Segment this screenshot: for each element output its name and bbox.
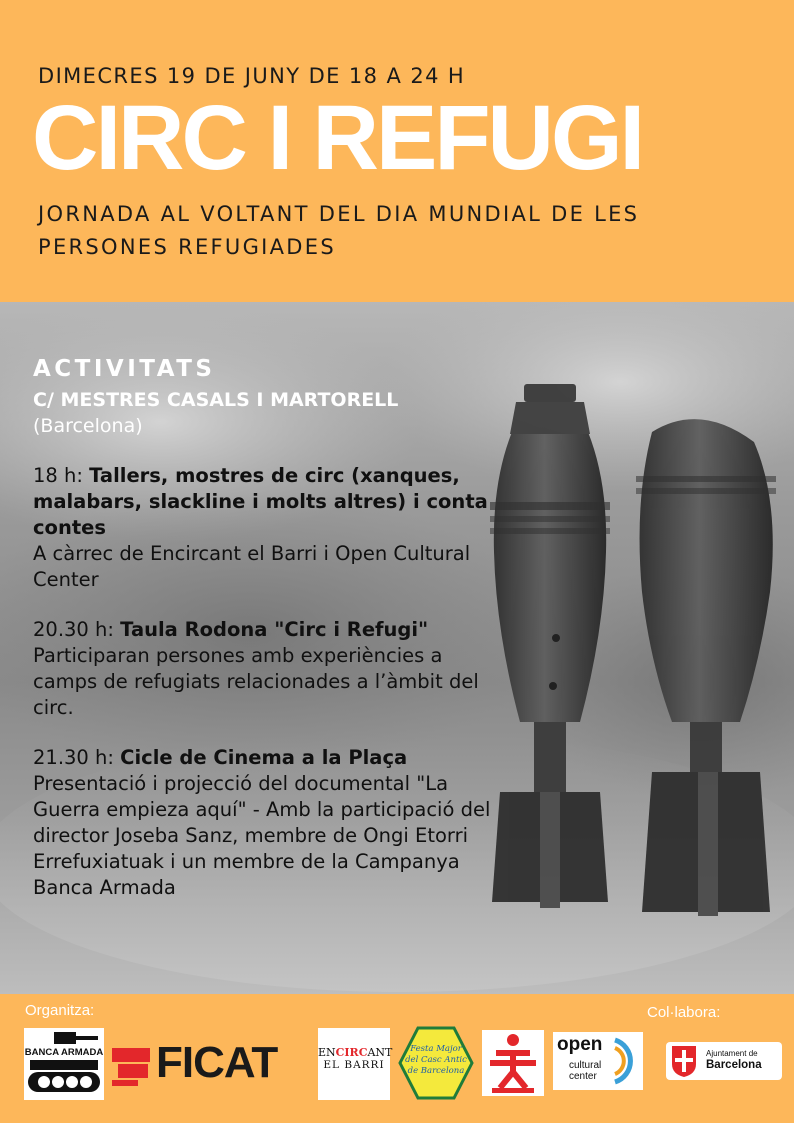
- venue-street: C/ MESTRES CASALS I MARTORELL: [33, 389, 399, 411]
- left-shell: [490, 384, 610, 908]
- ficat-logo: [110, 1038, 306, 1090]
- banca-armada-logo: [24, 1028, 104, 1100]
- acrobat-figure-icon: [482, 1030, 544, 1096]
- event-time: 18 h:: [33, 464, 90, 487]
- banca-armada-text: BANCA ARMADA: [24, 1047, 104, 1058]
- organitza-label: Organitza:: [25, 1002, 95, 1019]
- open-cultural-text: cultural: [569, 1060, 602, 1071]
- encircant-logo: [318, 1028, 393, 1100]
- encircant-text-4: EL BARRI: [323, 1059, 385, 1071]
- venue-address: [33, 387, 493, 439]
- event-item: [33, 617, 493, 721]
- event-item: [33, 745, 493, 901]
- header: [0, 0, 794, 302]
- event-description: Presentació i projecció del documental "La Guerra empieza aquí" - Amb la participació del director Joseba Sanz, membre de Ongi Etorri Errefuxiatuak i un membre de la Campanya Banca Armada: [33, 772, 491, 899]
- city-shield-icon: [670, 1044, 698, 1078]
- ajuntament-text-2: Barcelona: [706, 1059, 762, 1071]
- col-labora-label: Col·labora:: [647, 1004, 721, 1021]
- background-photo: [0, 302, 794, 994]
- activities-section: [33, 354, 493, 901]
- event-description: A càrrec de Encircant el Barri i Open Cultural Center: [33, 542, 471, 591]
- right-shell: [636, 419, 776, 916]
- encircant-text-1: EN: [318, 1046, 336, 1059]
- open-center-text: center: [569, 1071, 597, 1082]
- event-description: Participaran persones amb experiències a camps de refugiats relacionades a l’àmbit del circ.: [33, 644, 479, 719]
- activities-heading: ACTIVITATS: [33, 356, 216, 382]
- ajuntament-logo: [666, 1042, 782, 1080]
- acrobat-logo: [482, 1030, 544, 1096]
- open-text: open: [557, 1034, 603, 1055]
- event-title: Taula Rodona "Circ i Refugi": [120, 618, 429, 641]
- encircant-text-3: ANT: [367, 1046, 393, 1059]
- ficat-mark-icon: [110, 1044, 154, 1088]
- festa-text-2: del Casc Antic: [405, 1055, 467, 1065]
- venue-city: (Barcelona): [33, 415, 143, 437]
- footer: [0, 994, 794, 1123]
- event-title: Cicle de Cinema a la Plaça: [120, 746, 408, 769]
- open-arc-icon: [611, 1036, 641, 1086]
- tank-icon: [24, 1028, 104, 1100]
- event-time: 20.30 h:: [33, 618, 121, 641]
- ajuntament-text-1: Ajuntament de: [706, 1049, 758, 1058]
- ficat-text: FICAT: [156, 1038, 278, 1087]
- event-time: 21.30 h:: [33, 746, 121, 769]
- encircant-text-2: CIRC: [335, 1046, 368, 1059]
- event-item: [33, 463, 493, 593]
- subtitle: JORNADA AL VOLTANT DEL DIA MUNDIAL DE LES PERSONES REFUGIADES: [38, 202, 640, 259]
- festa-major-logo: [398, 1026, 474, 1100]
- page-title: CIRC I REFUGI: [32, 87, 643, 189]
- festa-text-3: de Barcelona: [407, 1066, 465, 1076]
- event-title: Tallers, mostres de circ (xanques, malabars, slackline i molts altres) i conta contes: [33, 464, 488, 539]
- event-date: DIMECRES 19 DE JUNY DE 18 A 24 H: [38, 64, 466, 88]
- open-cultural-center-logo: [553, 1032, 643, 1090]
- festa-text-1: Festa Major: [410, 1044, 462, 1054]
